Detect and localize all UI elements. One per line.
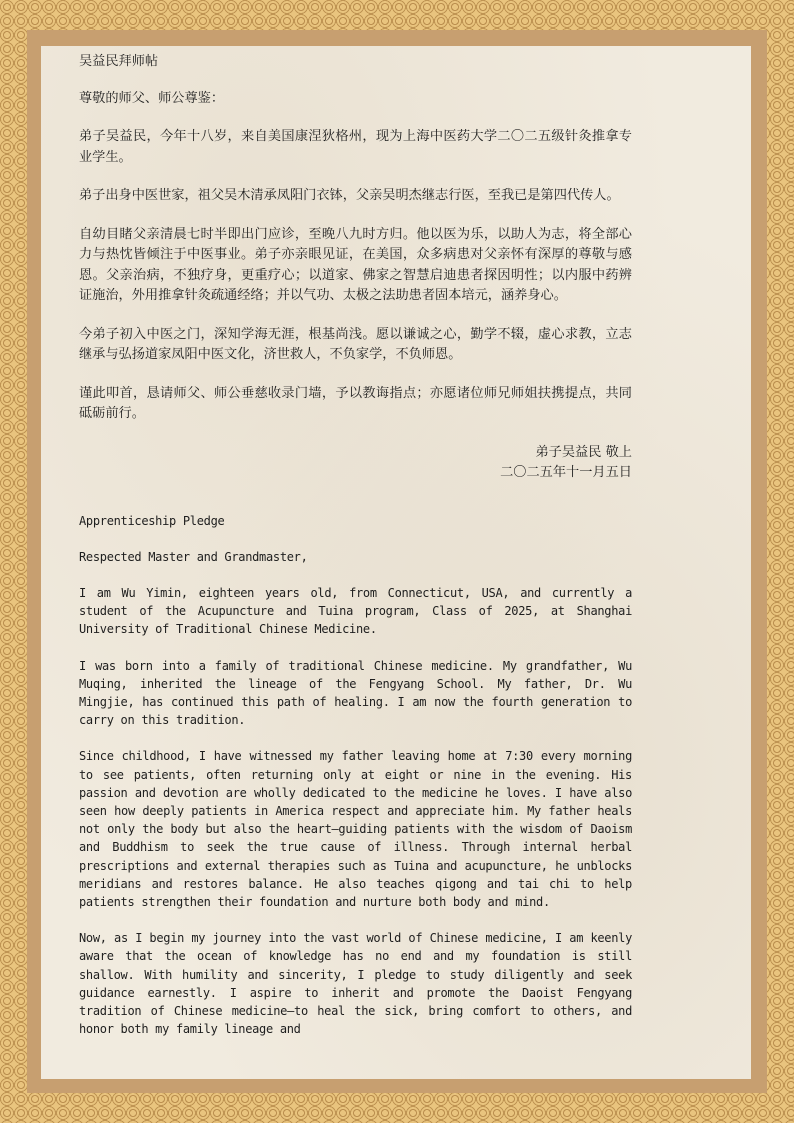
cn-paragraph-3: 自幼目睹父亲清晨七时半即出门应诊，至晚八九时方归。他以医为乐，以助人为志，将全部心力与热忱皆倾注于中医事业。弟子亦亲眼见证，在美国，众多病患对父亲怀有深厚的尊敬与感恩。父亲治病，不独疗身，更重疗心；以道家、佛家之智慧启迪患者探因明性；以内服中药辨证施治，外用推拿针灸疏通经络；并以气功、太极之法助患者固本培元，涵养身心。: [79, 226, 632, 303]
cn-paragraph-2: 弟子出身中医世家，祖父吴木清承凤阳门衣钵，父亲吴明杰继志行医，至我已是第四代传人。: [79, 188, 620, 203]
chinese-section: [79, 52, 632, 484]
cn-paragraph-5: 谨此叩首，恳请师父、师公垂慈收录门墙，予以教诲指点；亦愿诸位师兄师姐扶携提点，共同砥砺前行。: [79, 385, 632, 421]
en-title: Apprenticeship Pledge: [79, 513, 225, 528]
cn-paragraph-1: 弟子吴益民，今年十八岁，来自美国康涅狄格州，现为上海中医药大学二〇二五级针灸推拿专业学生。: [79, 129, 632, 165]
en-paragraph-2: I was born into a family of traditional Chinese medicine. My grandfather, Wu Muqing, inherited the lineage of the Fengyang School. My father, Dr. Wu Mingjie, has continued this path of healing. I am now the fourth generation to carry on this tradition.: [79, 658, 632, 728]
en-salutation: Respected Master and Grandmaster,: [79, 549, 308, 564]
english-section: [79, 512, 632, 1039]
cn-title: 吴益民拜师帖: [79, 54, 159, 69]
cn-salutation: 尊敬的师父、师公尊鉴：: [79, 90, 225, 106]
en-paragraph-4: Now, as I begin my journey into the vast world of Chinese medicine, I am keenly aware that the ocean of knowledge has no end and my foundation is still shallow. With humility and sincerity, I pledge to study diligently and seek guidance earnestly. I aspire to inherit and promote the Daoist Fengyang tradition of Chinese medicine—to heal the sick, bring comfort to others, and honor both my family lineage and: [79, 931, 632, 1037]
cn-paragraph-4: 今弟子初入中医之门，深知学海无涯，根基尚浅。愿以谦诚之心，勤学不辍，虚心求教，立志继承与弘扬道家凤阳中医文化，济世救人，不负家学，不负师恩。: [79, 326, 632, 362]
cn-signature: 弟子吴益民 敬上: [535, 444, 632, 460]
en-paragraph-1: I am Wu Yimin, eighteen years old, from Connecticut, USA, and currently a student of the Acupuncture and Tuina program, Class of 2025, at Shanghai University of Traditional Chinese Medicine.: [79, 585, 632, 637]
en-paragraph-3: Since childhood, I have witnessed my father leaving home at 7:30 every morning to see patients, often returning only at eight or nine in the evening. His passion and devotion are wholly dedicated to the medicine he loves. I have also seen how deeply patients in America respect and appreciate him. My father heals not only the body but also the heart—guiding patients with the wisdom of Daoism and Buddhism to seek the true cause of illness. Through internal herbal prescriptions and external therapies such as Tuina and acupuncture, he unblocks meridians and restores balance. He also teaches qigong and tai chi to help patients strengthen their foundation and nurture both body and mind.: [79, 749, 632, 909]
letter-content: [79, 52, 632, 1038]
cn-date: 二〇二五年十一月五日: [500, 465, 632, 480]
